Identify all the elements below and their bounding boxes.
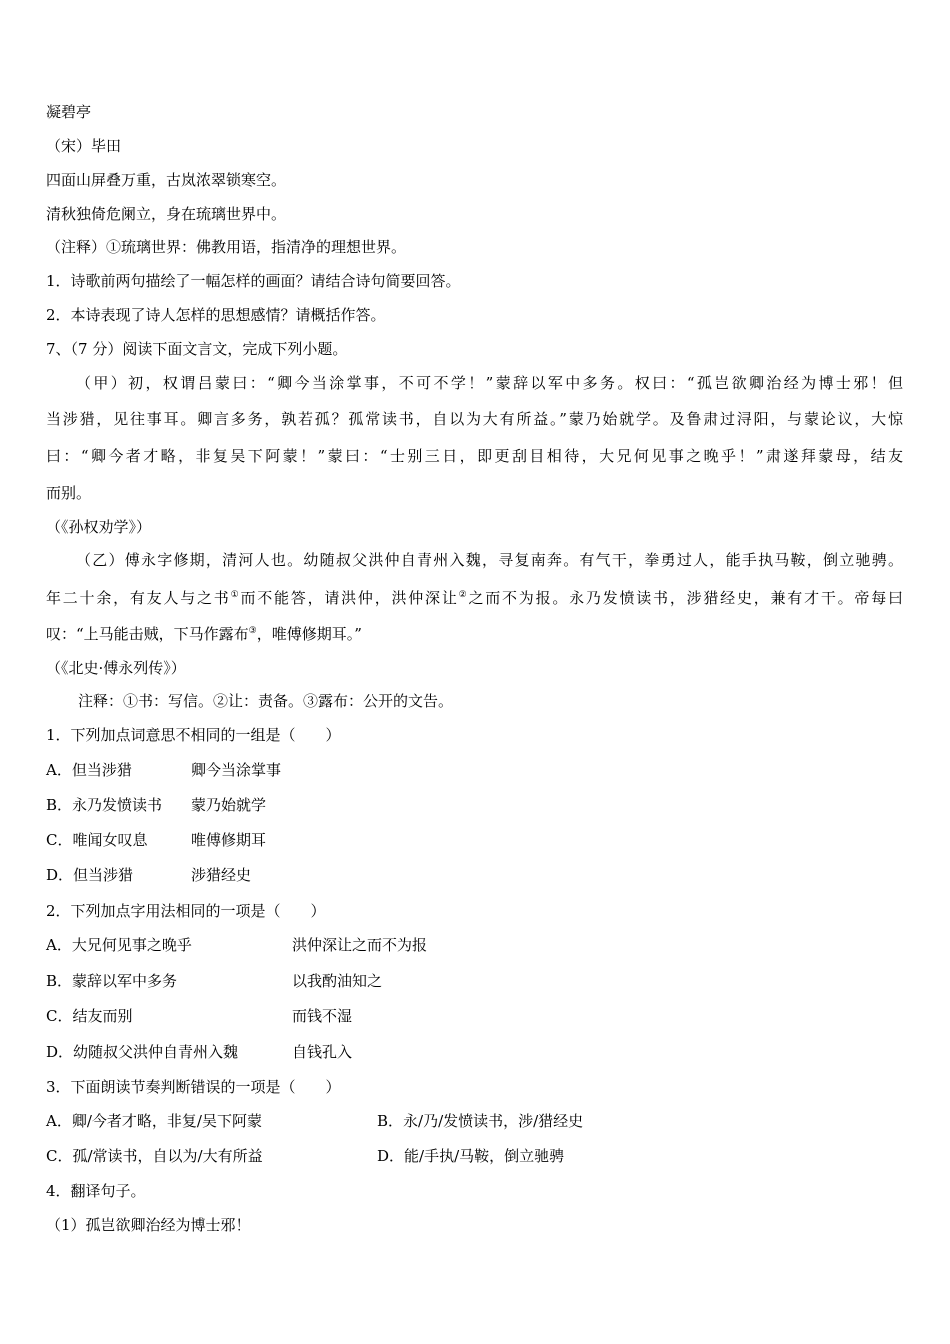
sub3-option-c: C．孤/常读书，自以为/大有所益	[46, 1147, 263, 1165]
footnote-mark-1: ①	[230, 590, 241, 600]
sub1-option-a-right: 卿今当涂掌事	[191, 761, 282, 779]
passage-yi-source: （《北史·傅永列传》）	[46, 659, 186, 677]
passage-yi-line-3: 叹：“上马能击贼，下马作露布③，唯傅修期耳。”	[46, 625, 362, 643]
sub2-option-d-left: D．幼随叔父洪仲自青州入魏	[46, 1043, 239, 1061]
passage-yi-note: 注释：①书：写信。②让：责备。③露布：公开的文告。	[78, 692, 454, 710]
sub2-option-c-right: 而钱不湿	[292, 1007, 353, 1025]
sub1-option-b-right: 蒙乃始就学	[191, 796, 267, 814]
sub1-option-c-left: C．唯闻女叹息	[46, 831, 148, 849]
sub2-option-c-left: C．结友而别	[46, 1007, 133, 1025]
sub1-option-d-right: 涉猎经史	[191, 866, 252, 884]
sub3-option-d: D．能/手执/马鞍，倒立驰骋	[377, 1147, 565, 1165]
footnote-mark-3: ③	[248, 626, 257, 636]
poem-author: （宋）毕田	[46, 137, 122, 155]
sub1-option-a-left: A．但当涉猎	[46, 761, 132, 779]
poem-question-2: 2．本诗表现了诗人怎样的思想感情？请概括作答。	[46, 306, 386, 324]
passage-jia-source: （《孙权劝学》）	[46, 518, 152, 536]
passage-jia-line-3: 曰：“卿今者才略，非复吴下阿蒙！”蒙曰：“士别三日，即更刮目相待，大兄何见事之晚乎！”肃遂拜蒙母，结友	[46, 447, 903, 465]
sub2-option-a-right: 洪仲深让之而不为报	[292, 936, 428, 954]
passage-jia-line-2: 当涉猎，见往事耳。卿言多务，孰若孤？孤常读书，自以为大有所益。”蒙乃始就学。及鲁肃过浔阳，与蒙论议，大惊	[46, 410, 903, 428]
poem-line-1: 四面山屏叠万重，古岚浓翠锁寒空。	[46, 171, 287, 189]
passage-jia-line-4: 而别。	[46, 484, 92, 502]
sub2-option-b-left: B．蒙辞以军中多务	[46, 972, 178, 990]
passage-yi-line-2: 年二十余，有友人与之书①而不能答，请洪仲，洪仲深让②之而不为报。永乃发愤读书，涉猎经史，兼有才干。帝每曰	[46, 589, 903, 607]
sub2-option-b-right: 以我酌油知之	[292, 972, 383, 990]
sub4-sentence-1: （1）孤岂欲卿治经为博士邪！	[46, 1216, 251, 1234]
sub3-stem: 3．下面朗读节奏判断错误的一项是（ ）	[46, 1078, 341, 1096]
sub1-option-b-left: B．永乃发愤读书	[46, 796, 163, 814]
sub1-option-c-right: 唯傅修期耳	[191, 831, 267, 849]
passage-jia-line-1: （甲）初，权谓吕蒙曰：“卿今当涂掌事，不可不学！”蒙辞以军中多务。权曰：“孤岂欲卿治经为博士邪！但	[76, 374, 903, 392]
sub3-option-a: A．卿/今者才略，非复/吴下阿蒙	[46, 1112, 262, 1130]
poem-title: 凝碧亭	[46, 103, 92, 121]
sub1-stem: 1．下列加点词意思不相同的一组是（ ）	[46, 726, 341, 744]
sub3-option-b: B．永/乃/发愤读书，涉/猎经史	[377, 1112, 584, 1130]
sub2-stem: 2．下列加点字用法相同的一项是（ ）	[46, 902, 326, 920]
sub2-option-d-right: 自钱孔入	[292, 1043, 353, 1061]
question-7-header: 7、（7 分）阅读下面文言文，完成下列小题。	[46, 340, 348, 358]
sub1-option-d-left: D．但当涉猎	[46, 866, 134, 884]
passage-yi-line-1: （乙）傅永字修期，清河人也。幼随叔父洪仲自青州入魏，寻复南奔。有气干，拳勇过人，能手执马鞍，倒立驰骋。	[76, 551, 903, 569]
footnote-mark-2: ②	[458, 590, 469, 600]
sub2-option-a-left: A．大兄何见事之晚乎	[46, 936, 192, 954]
poem-line-2: 清秋独倚危阑立，身在琉璃世界中。	[46, 205, 287, 223]
poem-note: （注释）①琉璃世界：佛教用语，指清净的理想世界。	[46, 238, 407, 256]
sub4-stem: 4．翻译句子。	[46, 1182, 146, 1200]
poem-question-1: 1．诗歌前两句描绘了一幅怎样的画面？请结合诗句简要回答。	[46, 272, 461, 290]
